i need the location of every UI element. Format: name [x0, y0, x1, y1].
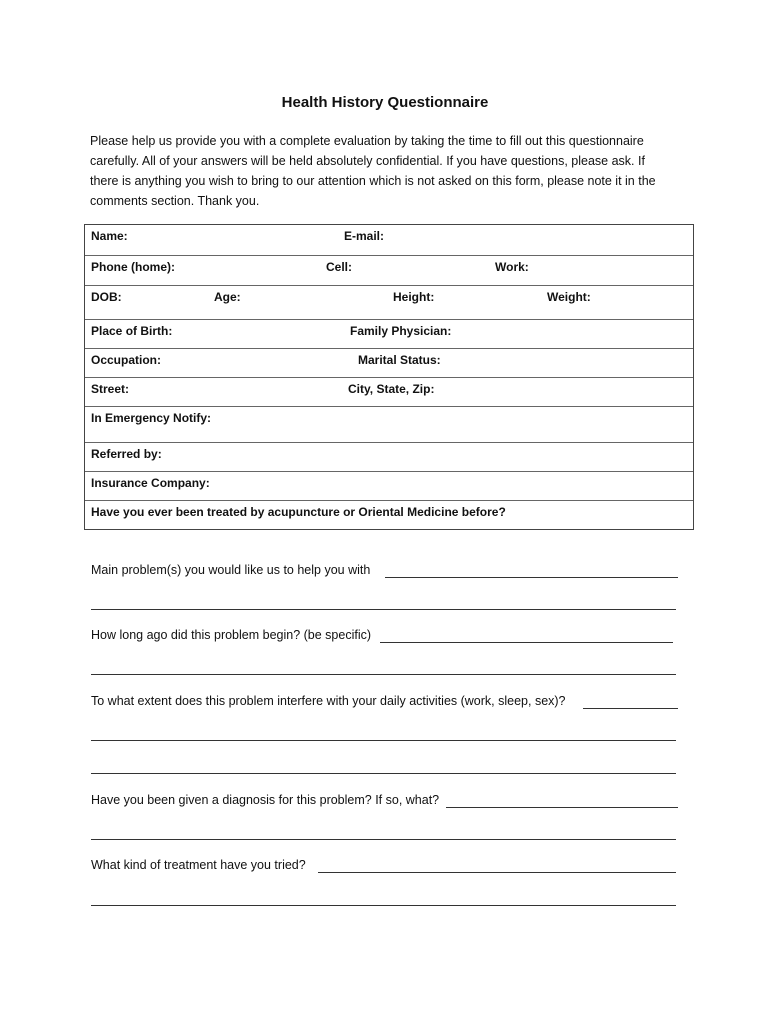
patient-info-table	[84, 224, 694, 530]
height-field[interactable]: Height:	[393, 290, 435, 304]
answer-line[interactable]	[446, 807, 678, 808]
row-phone	[85, 256, 693, 286]
cell-field[interactable]: Cell:	[326, 260, 353, 274]
question-treatment-tried: What kind of treatment have you tried?	[91, 858, 306, 872]
answer-line[interactable]	[91, 839, 676, 840]
work-field[interactable]: Work:	[495, 260, 529, 274]
answer-line[interactable]	[380, 642, 673, 643]
row-name-email	[85, 225, 693, 256]
answer-line[interactable]	[91, 905, 676, 906]
answer-line[interactable]	[91, 740, 676, 741]
row-occupation	[85, 349, 693, 378]
row-acupuncture	[85, 501, 693, 529]
row-street	[85, 378, 693, 407]
name-field[interactable]: Name:	[91, 229, 128, 243]
row-birth	[85, 320, 693, 349]
question-main-problem: Main problem(s) you would like us to help you with	[91, 563, 371, 577]
insurance-company-field[interactable]: Insurance Company:	[91, 476, 210, 490]
emergency-notify-field[interactable]: In Emergency Notify:	[91, 411, 212, 425]
intro-line: Please help us provide you with a complete evaluation by taking the time to fill out this questionnaire	[90, 134, 644, 148]
answer-line[interactable]	[385, 577, 678, 578]
place-of-birth-field[interactable]: Place of Birth:	[91, 324, 173, 338]
intro-line: comments section. Thank you.	[90, 194, 260, 208]
marital-status-field[interactable]: Marital Status:	[358, 353, 441, 367]
answer-line[interactable]	[583, 708, 678, 709]
question-diagnosis: Have you been given a diagnosis for this problem? If so, what?	[91, 793, 440, 807]
answer-line[interactable]	[91, 773, 676, 774]
occupation-field[interactable]: Occupation:	[91, 353, 162, 367]
question-daily-interference: To what extent does this problem interfere with your daily activities (work, sleep, sex)?	[91, 694, 566, 708]
row-dob	[85, 286, 693, 320]
answer-line[interactable]	[91, 609, 676, 610]
weight-field[interactable]: Weight:	[547, 290, 591, 304]
intro-line: there is anything you wish to bring to our attention which is not asked on this form, please note it in the	[90, 174, 656, 188]
email-field[interactable]: E-mail:	[344, 229, 385, 243]
acupuncture-before-field[interactable]: Have you ever been treated by acupuncture or Oriental Medicine before?	[91, 505, 506, 519]
row-emergency	[85, 407, 693, 443]
phone-home-field[interactable]: Phone (home):	[91, 260, 175, 274]
age-field[interactable]: Age:	[214, 290, 241, 304]
row-insurance	[85, 472, 693, 501]
intro-line: carefully. All of your answers will be held absolutely confidential. If you have questions, please ask. If	[90, 154, 645, 168]
intro-paragraph	[90, 131, 690, 211]
referred-by-field[interactable]: Referred by:	[91, 447, 162, 461]
question-problem-onset: How long ago did this problem begin? (be specific)	[91, 628, 372, 642]
form-title: Health History Questionnaire	[281, 94, 489, 111]
street-field[interactable]: Street:	[91, 382, 130, 396]
family-physician-field[interactable]: Family Physician:	[350, 324, 452, 338]
row-referred	[85, 443, 693, 472]
city-state-zip-field[interactable]: City, State, Zip:	[348, 382, 435, 396]
dob-field[interactable]: DOB:	[91, 290, 122, 304]
answer-line[interactable]	[318, 872, 676, 873]
answer-line[interactable]	[91, 674, 676, 675]
